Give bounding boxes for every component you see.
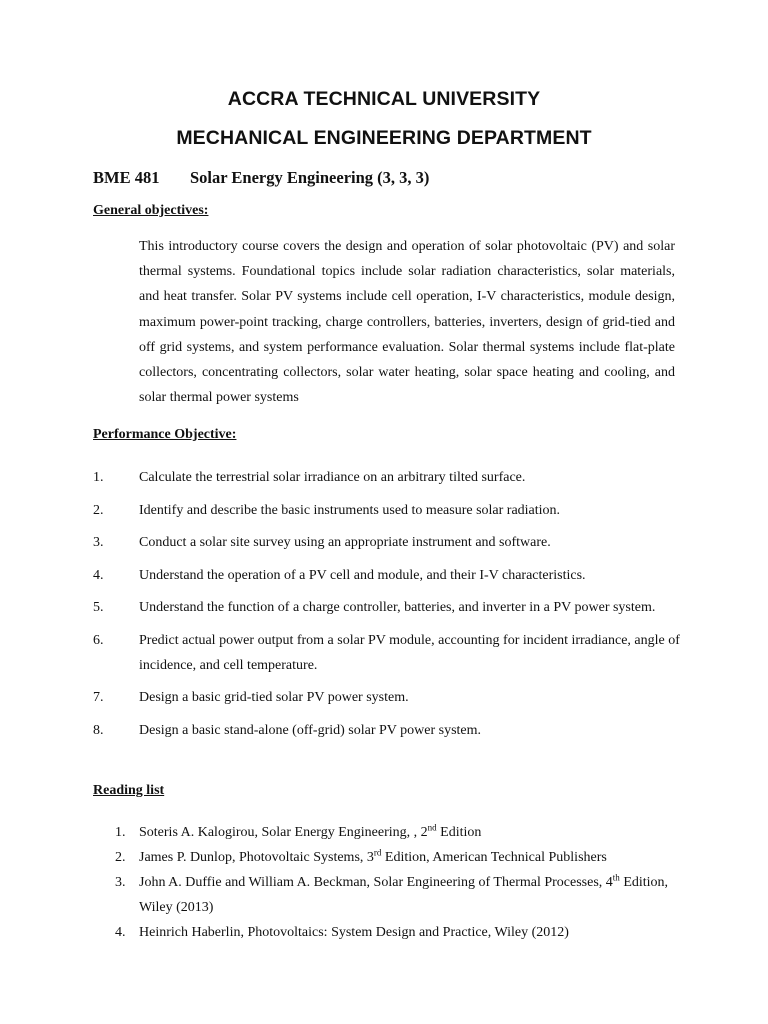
item-text: Identify and describe the basic instruments used to measure solar radiation. [139,502,561,518]
list-item [93,595,683,620]
item-number: 6. [93,632,104,648]
item-number: 3. [115,875,126,890]
list-item [93,718,683,743]
ordinal-suffix: th [612,872,620,883]
reading-text: Heinrich Haberlin, Photovoltaics: System Design and Practice, Wiley (2012) [139,925,569,940]
item-text: Design a basic grid-tied solar PV power system. [139,690,409,705]
item-number: 8. [93,722,104,738]
reading-text-end: Edition, American Technical Publishers [381,850,607,865]
reading-item [115,845,685,870]
item-number: 4. [93,567,104,583]
item-text: Calculate the terrestrial solar irradiance on an arbitrary tilted surface. [139,470,526,485]
item-number: 2. [93,502,104,518]
item-text: Understand the operation of a PV cell and module, and their I-V characteristics. [139,567,586,583]
list-item [93,465,683,490]
list-item [93,628,683,678]
reading-item [115,870,685,920]
list-item [93,498,683,523]
reading-text: James P. Dunlop, Photovoltaic Systems, 3 [139,850,374,865]
item-number: 5. [93,600,104,615]
list-item [93,530,683,555]
reading-text-end: Edition, Wiley (2013) [139,875,669,915]
department-title: MECHANICAL ENGINEERING DEPARTMENT [176,127,592,149]
reading-list [115,820,685,945]
item-number: 1. [93,470,104,485]
reading-text: John A. Duffie and William A. Beckman, Solar Engineering of Thermal Processes, 4 [139,875,613,890]
reading-item [115,920,685,945]
general-objectives-heading: General objectives: [93,203,209,218]
performance-objective-heading: Performance Objective: [93,427,237,442]
general-objectives-text: This introductory course covers the design and operation of solar photovoltaic (PV) and solar thermal systems. Foundational topics include solar radiation characteristics, solar materials, and heat transfer. Solar PV systems include cell operation, I-V characteristics, module design, maximum power-point tracking, charge controllers, batteries, inverters, design of grid-tied and off grid systems, and system performance evaluation. Solar thermal systems include flat-plate collectors, concentrating collectors, solar water heating, solar space heating and cooling, and solar thermal power systems [139,239,675,406]
item-number: 7. [93,690,104,705]
course-heading [93,168,429,188]
ordinal-suffix: rd [373,847,382,858]
course-title: Solar Energy Engineering (3, 3, 3) [190,168,430,187]
reading-text-end: Edition [436,825,482,840]
item-number: 1. [115,825,126,840]
ordinal-suffix: nd [427,822,437,833]
university-title: ACCRA TECHNICAL UNIVERSITY [227,88,541,110]
item-text: Conduct a solar site survey using an appropriate instrument and software. [139,535,551,550]
item-text: Design a basic stand-alone (off-grid) solar PV power system. [139,722,482,738]
item-text: Predict actual power output from a solar PV module, accounting for incident irradiance, angle of incidence, and cell temperature. [139,632,680,673]
reading-item [115,820,685,845]
list-item [93,685,683,710]
item-number: 2. [115,850,126,865]
course-code: BME 481 [93,168,160,187]
item-number: 4. [115,925,126,940]
performance-objective-list [93,465,683,750]
reading-text: Soteris A. Kalogirou, Solar Energy Engineering, , 2 [139,825,428,840]
list-item [93,563,683,588]
reading-list-heading: Reading list [93,783,165,798]
item-text: Understand the function of a charge controller, batteries, and inverter in a PV power system. [139,600,656,615]
item-number: 3. [93,535,104,550]
